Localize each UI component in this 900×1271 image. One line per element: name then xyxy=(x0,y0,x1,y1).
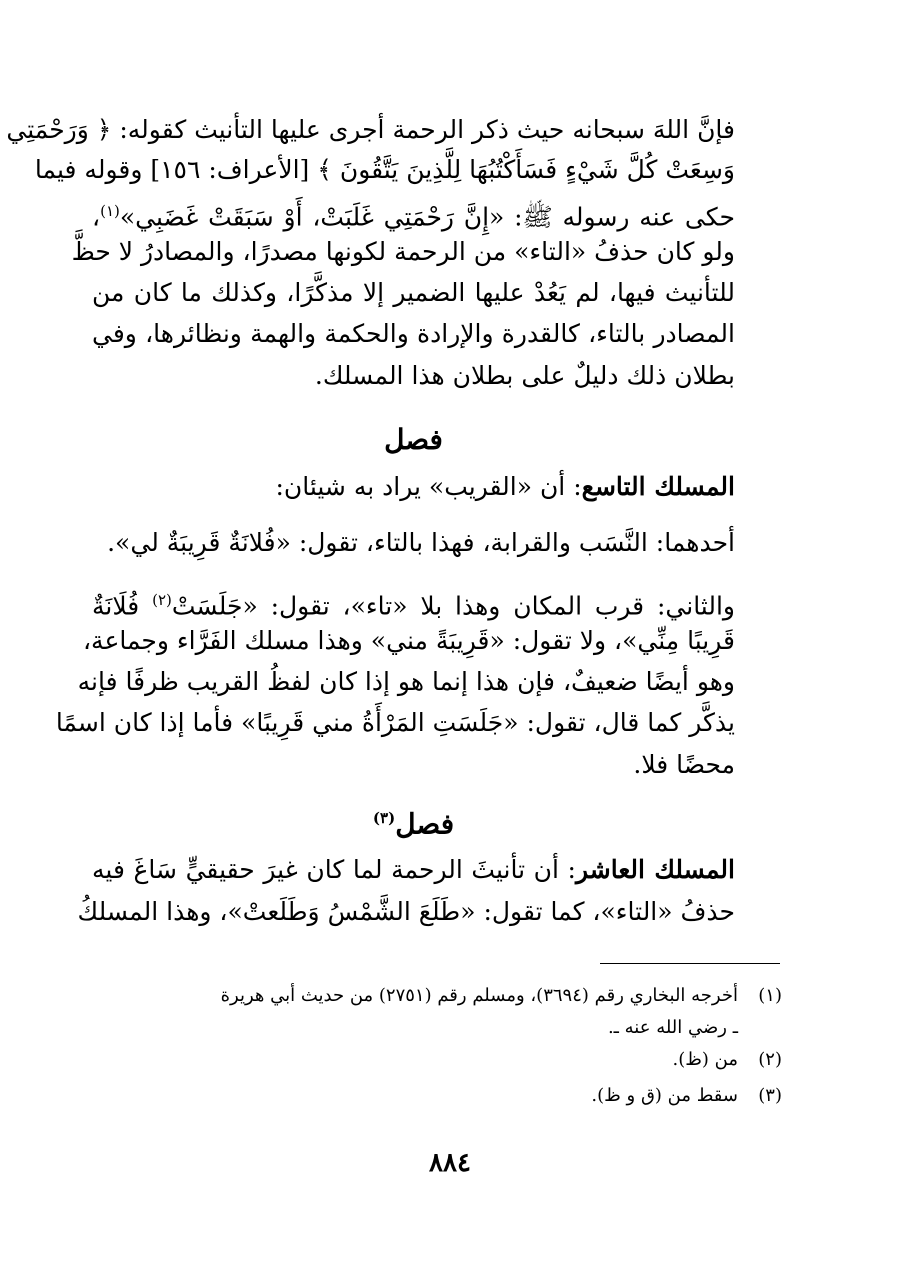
footnote-text: سقط من (ق و ظ). xyxy=(591,1085,738,1106)
comma: ، xyxy=(92,202,101,232)
footnote-ref: (٢) xyxy=(152,591,172,609)
section-title: المسلك العاشر xyxy=(575,855,735,884)
body-line-text: والثاني: قرب المكان وهذا بلا «تاء»، تقول: «جَلَسَتْ xyxy=(171,591,735,621)
page-number: ٨٨٤ xyxy=(429,1148,471,1178)
section-heading xyxy=(92,798,735,844)
body-line-text: حكى عنه رسوله ﷺ: «إِنَّ رَحْمَتِي غَلَبَتْ، أَوْ سَبَقَتْ غَضَبِي» xyxy=(119,202,735,232)
body-line: المصادر بالتاء، كالقدرة والإرادة والحكمة والهمة ونظائرها، وفي xyxy=(92,319,735,348)
body-line: يذكَّر كما قال، تقول: «جَلَسَتِ المَرْأَةُ مني قَرِيبًا» فأما إذا كان اسمًا xyxy=(55,708,735,737)
heading-text: فصل xyxy=(395,807,455,841)
body-line: بطلان ذلك دليلٌ على بطلان هذا المسلك. xyxy=(314,361,735,390)
body-line: حذفُ «التاء»، كما تقول: «طَلَعَ الشَّمْسُ وَطَلَعتْ»، وهذا المسلكُ xyxy=(77,897,735,926)
body-line: فإنَّ اللهَ سبحانه حيث ذكر الرحمة أجرى عليها التأنيث كقوله: ﴿ وَرَحْمَتِي xyxy=(6,115,735,144)
body-line: ولو كان حذفُ «التاء» من الرحمة لكونها مصدرًا، والمصادرُ لا حظَّ xyxy=(71,237,735,266)
body-line: أحدهما: النَّسَب والقرابة، فهذا بالتاء، تقول: «فُلانَةٌ قَرِيبَةٌ لي». xyxy=(107,528,735,557)
footnote-continuation: ـ رضي الله عنه ـ. xyxy=(607,1017,738,1038)
footnote-number: (١) xyxy=(758,985,782,1006)
body-line-text: فُلَانَةٌ xyxy=(92,591,153,621)
body-line xyxy=(92,580,735,620)
section-intro xyxy=(92,467,735,507)
footnote-text: من (ظ). xyxy=(672,1049,738,1070)
footnote xyxy=(92,1044,782,1076)
body-line xyxy=(92,191,735,231)
section-text: : أن تأنيثَ الرحمة لما كان غيرَ حقيقيٍّ سَاغَ فيه xyxy=(92,855,576,884)
section-title: المسلك التاسع xyxy=(581,472,735,501)
footnote-number: (٣) xyxy=(758,1085,782,1106)
section-text: : أن «القريب» يراد به شيئان: xyxy=(275,472,582,501)
body-line: قَرِيبًا مِنِّي»، ولا تقول: «قَرِيبَةً مني» وهذا مسلك الفَرَّاء وجماعة، xyxy=(82,626,735,655)
section-intro xyxy=(92,850,735,890)
footnote-number: (٢) xyxy=(758,1049,782,1070)
body-line: محضًا فلا. xyxy=(633,750,735,779)
body-line: وَسِعَتْ كُلَّ شَيْءٍ فَسَأَكْتُبُهَا لِلَّذِينَ يَتَّقُونَ ﴾ [الأعراف: ١٥٦] وقوله فيما xyxy=(34,155,735,184)
footnote xyxy=(92,980,782,1012)
footnote-text: أخرجه البخاري رقم (٣٦٩٤)، ومسلم رقم (٢٧٥١) من حديث أبي هريرة xyxy=(220,985,738,1006)
footnote-ref: (١) xyxy=(100,202,120,220)
footnote xyxy=(92,1080,782,1112)
body-line: للتأنيث فيها، لم يَعُدْ عليها الضمير إلا مذكَّرًا، وكذلك ما كان من xyxy=(92,278,735,307)
section-heading: فصل xyxy=(384,423,443,456)
footnote-divider xyxy=(600,963,780,964)
footnote-ref: (٣) xyxy=(372,809,396,827)
body-line: وهو أيضًا ضعيفٌ، فإن هذا إنما هو إذا كان لفظُ القريب ظرفًا فإنه xyxy=(77,667,735,696)
